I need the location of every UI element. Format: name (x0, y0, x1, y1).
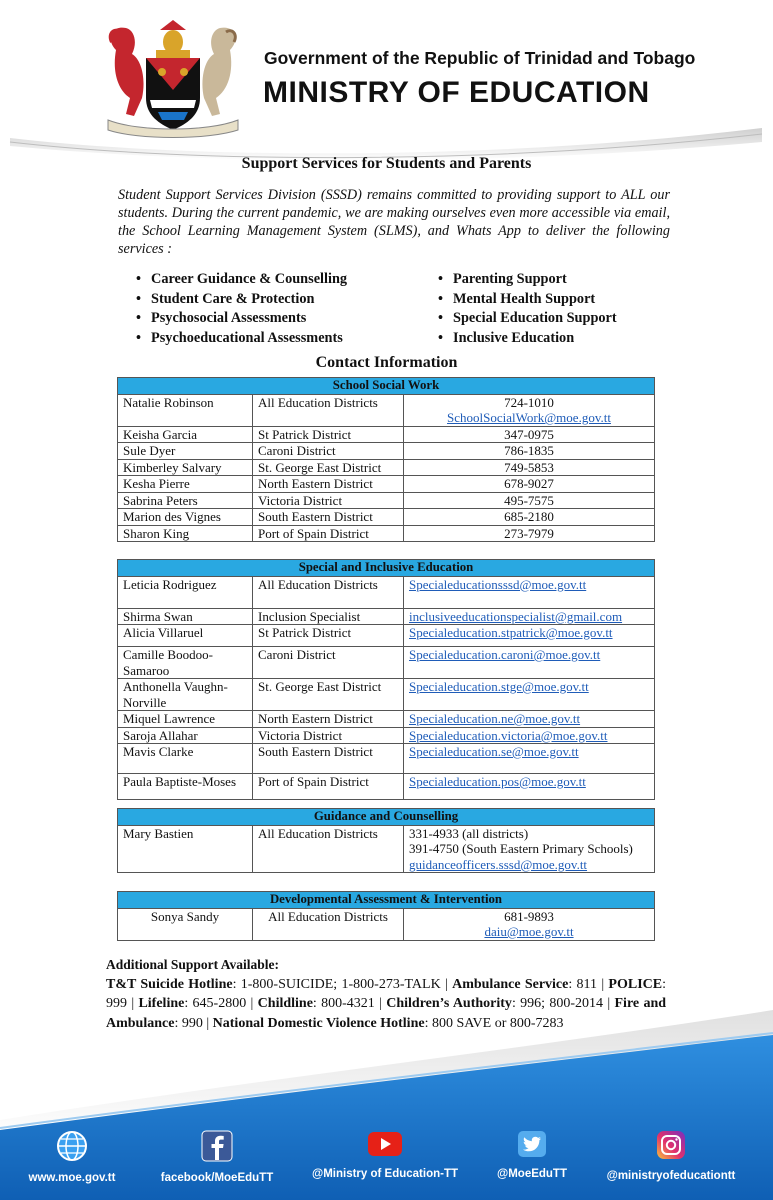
contact-name: Sonya Sandy (118, 908, 253, 940)
contact-name: Marion des Vignes (118, 509, 253, 526)
special-education-table (117, 559, 655, 800)
contact-email-link[interactable]: Specialeducation.stpatrick@moe.gov.tt (404, 625, 655, 647)
facebook-label: facebook/MoeEduTT (160, 1172, 274, 1184)
table-row (118, 459, 655, 476)
youtube-label: @Ministry of Education-TT (311, 1168, 458, 1180)
contact-name: Natalie Robinson (118, 394, 253, 426)
table-row (118, 908, 655, 940)
contact-phone: 786-1835 (404, 443, 655, 460)
contact-phone: 391-4750 (South Eastern Primary Schools) (409, 841, 633, 856)
list-item: • Inclusive Education (438, 329, 617, 349)
services-list-left (136, 270, 347, 348)
contact-phone: 681-9893 (504, 908, 554, 924)
table-heading: Guidance and Counselling (118, 809, 655, 826)
guidance-table (117, 808, 655, 873)
contact-name: Anthonella Vaughn-Norville (118, 679, 253, 711)
table-row (118, 647, 655, 679)
intro-paragraph: Student Support Services Division (SSSD) remains committed to providing support to ALL our students. During the current pandemic, we are making ourselves even more accessible via email, the School Learning Management System (SLMS), and Whats App to deliver the following services : (118, 187, 670, 257)
page-title: Support Services for Students and Parents (241, 155, 532, 172)
hotline-label: Ambulance Service (452, 976, 569, 992)
table-row (118, 625, 655, 647)
hotline-value: : 996; 800-2014 (511, 996, 604, 1011)
contact-name: Leticia Rodriguez (118, 576, 253, 608)
contact-email-link[interactable]: Specialeducation.stge@moe.gov.tt (404, 679, 655, 711)
contact-name: Keisha Garcia (118, 426, 253, 443)
contact-name: Sabrina Peters (118, 492, 253, 509)
hotline-value: : 800 SAVE or 800-7283 (424, 1015, 564, 1031)
contact-name: Sharon King (118, 525, 253, 542)
hotline-label: Lifeline (138, 996, 185, 1011)
table-row (118, 476, 655, 493)
contact-district: Port of Spain District (253, 525, 404, 542)
contact-district: Caroni District (253, 647, 404, 679)
separator: | (607, 996, 611, 1011)
contact-district: Port of Spain District (253, 774, 404, 800)
contact-district: South Eastern District (253, 744, 404, 774)
contact-email-link[interactable]: Specialeducation.caroni@moe.gov.tt (404, 647, 655, 679)
table-row (118, 744, 655, 774)
instagram-icon (656, 1130, 686, 1160)
hotline-value: : 990 | (174, 1015, 210, 1031)
facebook-icon (201, 1130, 233, 1162)
table-row (118, 394, 655, 426)
list-item: • Special Education Support (438, 309, 617, 329)
contact-phone: 347-0975 (404, 426, 655, 443)
contact-name: Mary Bastien (118, 825, 253, 873)
contact-district: Victoria District (253, 492, 404, 509)
hotline-value: : 800-4321 | (312, 996, 382, 1011)
contact-district: All Education Districts (253, 825, 404, 873)
list-item: • Parenting Support (438, 270, 617, 290)
contact-email-link[interactable]: Specialeducation.victoria@moe.gov.tt (404, 727, 655, 744)
contact-email-link[interactable]: Specialeducation.ne@moe.gov.tt (404, 711, 655, 728)
contact-email-link[interactable]: daiu@moe.gov.tt (484, 924, 574, 939)
contact-district: Inclusion Specialist (253, 608, 404, 625)
contact-phone: 678-9027 (404, 476, 655, 493)
contact-district: North Eastern District (253, 476, 404, 493)
contact-phone: 749-5853 (404, 459, 655, 476)
hotline-label: T&T Suicide Hotline (106, 976, 233, 992)
twitter-icon (517, 1130, 547, 1158)
list-item: • Mental Health Support (438, 290, 617, 310)
contact-name: Paula Baptiste-Moses (118, 774, 253, 800)
contact-name: Kesha Pierre (118, 476, 253, 493)
table-row (118, 443, 655, 460)
contact-email-link[interactable]: guidanceofficers.sssd@moe.gov.tt (409, 856, 588, 872)
contact-district: Victoria District (253, 727, 404, 744)
instagram-link[interactable] (596, 1130, 746, 1194)
contact-phone: 273-7979 (404, 525, 655, 542)
contact-name: Shirma Swan (118, 608, 253, 625)
contact-district: St. George East District (253, 459, 404, 476)
contact-district: St Patrick District (253, 426, 404, 443)
contact-name: Camille Boodoo-Samaroo (118, 647, 253, 679)
contact-phone: 331-4933 (all districts) (409, 825, 529, 841)
school-social-work-table (117, 377, 655, 542)
table-row (118, 608, 655, 625)
website-link[interactable] (22, 1130, 122, 1194)
table-row (118, 492, 655, 509)
table-row (118, 679, 655, 711)
contact-district: All Education Districts (253, 394, 404, 426)
youtube-icon (367, 1130, 403, 1158)
hotline-label: National Domestic Violence Hotline (212, 1015, 425, 1031)
letterhead (0, 0, 773, 170)
contact-name: Sule Dyer (118, 443, 253, 460)
table-heading: Developmental Assessment & Intervention (118, 892, 655, 909)
table-row (118, 774, 655, 800)
list-item: • Psychoeducational Assessments (136, 329, 347, 349)
hotline-label: Children’s Authority (386, 996, 512, 1011)
website-label: www.moe.gov.tt (28, 1172, 116, 1184)
contact-email-link[interactable]: inclusiveeducationspecialist@gmail.com (404, 608, 655, 625)
contact-phone: 495-7575 (404, 492, 655, 509)
contact-email-link[interactable]: Specialeducation.se@moe.gov.tt (404, 744, 655, 774)
contact-phone: 685-2180 (404, 509, 655, 526)
developmental-table (117, 891, 655, 941)
list-item: • Career Guidance & Counselling (136, 270, 347, 290)
table-row (118, 426, 655, 443)
youtube-link[interactable] (300, 1130, 470, 1194)
table-heading: Special and Inclusive Education (118, 560, 655, 577)
table-row (118, 711, 655, 728)
instagram-label: @ministryofeducationtt (606, 1170, 736, 1182)
government-title: Government of the Republic of Trinidad and Tobago (264, 48, 696, 68)
contact-name: Alicia Villaruel (118, 625, 253, 647)
table-row (118, 509, 655, 526)
contact-heading: Contact Information (315, 354, 458, 371)
contact-name: Miquel Lawrence (118, 711, 253, 728)
hotline-label: POLICE (608, 976, 663, 992)
contact-district: St. George East District (253, 679, 404, 711)
contact-email-link[interactable]: SchoolSocialWork@moe.gov.tt (447, 410, 611, 425)
table-row (118, 727, 655, 744)
table-row (118, 825, 655, 873)
hotline-label: Fire and Ambulance (106, 996, 667, 1031)
hotline-value: : 811 | (568, 976, 605, 992)
contact-district: All Education Districts (253, 908, 404, 940)
contact-name: Saroja Allahar (118, 727, 253, 744)
hotline-value: : 645-2800 | (184, 996, 254, 1011)
contact-district: All Education Districts (253, 576, 404, 608)
table-heading: School Social Work (118, 378, 655, 395)
hotline-value: : 999 | (106, 976, 666, 1011)
contact-phone: 724-1010 (504, 394, 554, 410)
contact-district: St Patrick District (253, 625, 404, 647)
contact-email-link[interactable]: Specialeducationsssd@moe.gov.tt (404, 576, 655, 608)
contact-name: Kimberley Salvary (118, 459, 253, 476)
list-item: • Psychosocial Assessments (136, 309, 347, 329)
twitter-label: @MoeEduTT (497, 1168, 567, 1180)
additional-support-heading: Additional Support Available: (106, 957, 280, 972)
table-row (118, 525, 655, 542)
hotline-value: : 1-800-SUICIDE; 1-800-273-TALK | (232, 976, 448, 992)
contact-district: North Eastern District (253, 711, 404, 728)
contact-email-link[interactable]: Specialeducation.pos@moe.gov.tt (404, 774, 655, 800)
contact-name: Mavis Clarke (118, 744, 253, 774)
contact-district: South Eastern District (253, 509, 404, 526)
facebook-link[interactable] (152, 1130, 282, 1194)
list-item: • Student Care & Protection (136, 290, 347, 310)
ministry-title: MINISTRY OF EDUCATION (263, 76, 650, 109)
globe-icon (56, 1130, 88, 1162)
contact-district: Caroni District (253, 443, 404, 460)
hotline-label: Childline (257, 996, 313, 1011)
services-list-right (438, 270, 617, 348)
twitter-link[interactable] (482, 1130, 582, 1194)
table-row (118, 576, 655, 608)
